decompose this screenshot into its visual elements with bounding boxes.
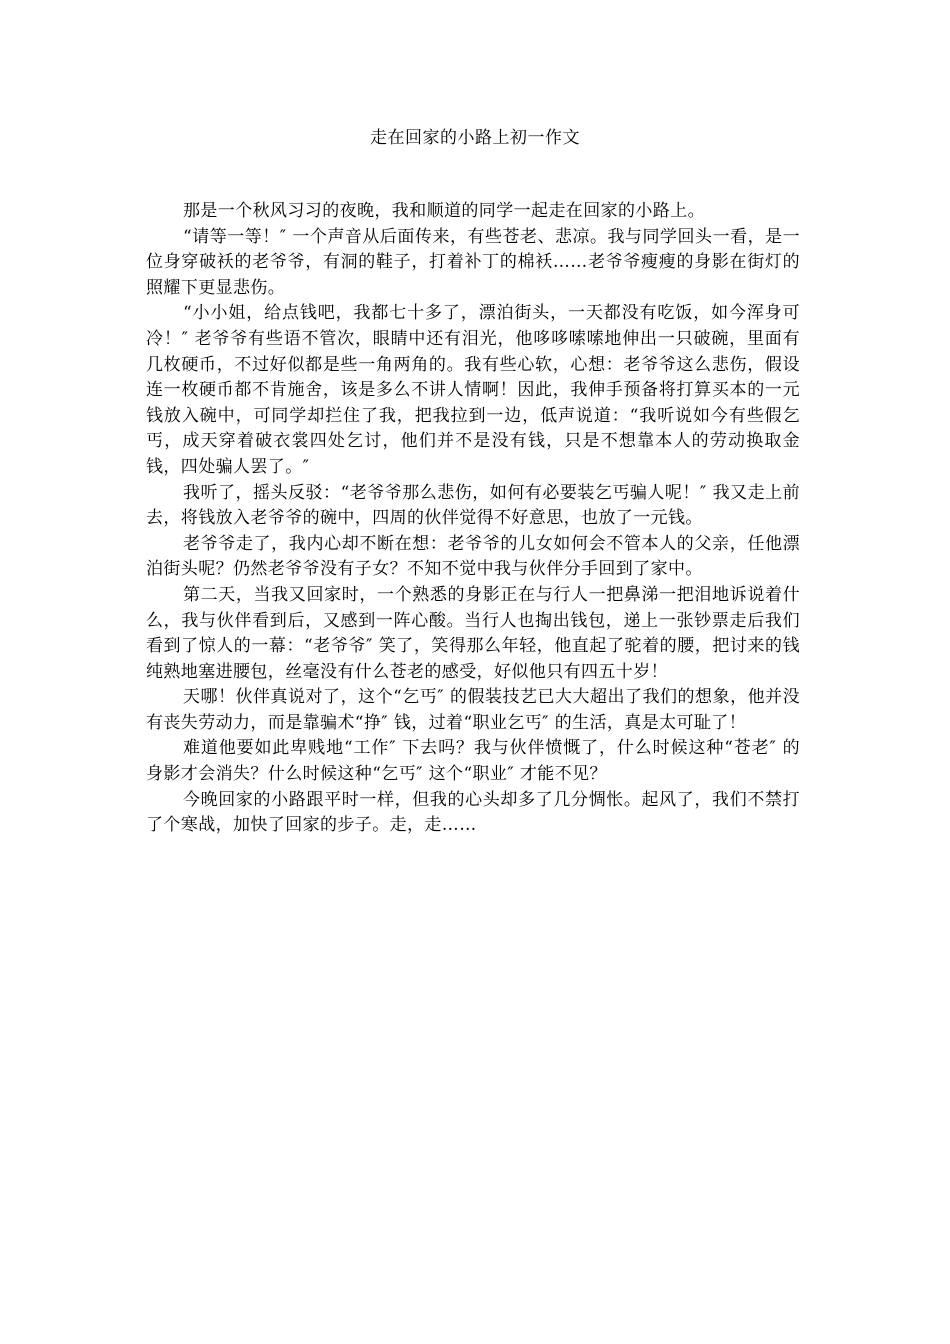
paragraph: 我听了，摇头反驳：“老爷爷那么悲伤，如何有必要装乞丐骗人呢！″ 我又走上前去，将钱放入老爷爷的碗中，四周的伙伴觉得不好意思，也放了一元钱。 xyxy=(146,482,800,529)
paragraph: 今晚回家的小路跟平时一样，但我的心头却多了几分惆怅。起风了，我们不禁打了个寒战，加快了回家的步子。走，走…… xyxy=(146,789,800,836)
paragraph: 那是一个秋风习习的夜晚，我和顺道的同学一起走在回家的小路上。 xyxy=(183,201,705,221)
paragraph: “请等一等！″ 一个声音从后面传来，有些苍老、悲凉。我与同学回头一看，是一位身穿破袄的老爷爷，有洞的鞋子，打着补丁的棉袄……老爷爷瘦瘦的身影在街灯的照耀下更显悲伤。 xyxy=(146,226,800,298)
paragraph: 难道他要如此卑贱地“工作″ 下去吗？我与伙伴愤慨了，什么时候这种“苍老″ 的身影才会消失？什么时候这种“乞丐″ 这个“职业″ 才能不见？ xyxy=(146,738,800,785)
paragraph: 第二天，当我又回家时，一个熟悉的身影正在与行人一把鼻涕一把泪地诉说着什么，我与伙伴看到后，又感到一阵心酸。当行人也掏出钱包，递上一张钞票走后我们看到了惊人的一幕：“老爷爷″ 笑了，笑得那么年轻，他直起了驼着的腰，把讨来的钱纯熟地塞进腰包，丝毫没有什么苍老的感受，好似他只有四五十岁！ xyxy=(146,584,800,682)
paragraph: 天哪！伙伴真说对了，这个“乞丐″ 的假装技艺已大大超出了我们的想象，他并没有丧失劳动力，而是靠骗术“挣″ 钱，过着“职业乞丐″ 的生活，真是太可耻了！ xyxy=(146,687,800,733)
paragraph: “小小姐，给点钱吧，我都七十多了，漂泊街头，一天都没有吃饭，如今浑身可冷！″ 老爷爷有些语不管次，眼睛中还有泪光，他哆哆嗦嗦地伸出一只破碗，里面有几枚硬币，不过好似都是些一角两角的。我有些心软，心想：老爷爷这么悲伤，假设连一枚硬币都不肯施舍，该是多么不讲人情啊！因此，我伸手预备将打算买本的一元钱放入碗中，可同学却拦住了我，把我拉到一边，低声说道：“我听说如今有些假乞丐，成天穿着破衣裳四处乞讨，他们并不是没有钱，只是不想靠本人的劳动换取金钱，四处骗人罢了。″ xyxy=(146,303,800,477)
document-title: 走在回家的小路上初一作文 xyxy=(370,128,580,148)
paragraph: 老爷爷走了，我内心却不断在想：老爷爷的儿女如何会不管本人的父亲，任他漂泊街头呢？仍然老爷爷没有子女？不知不觉中我与伙伴分手回到了家中。 xyxy=(146,533,800,580)
document-body xyxy=(146,199,800,839)
